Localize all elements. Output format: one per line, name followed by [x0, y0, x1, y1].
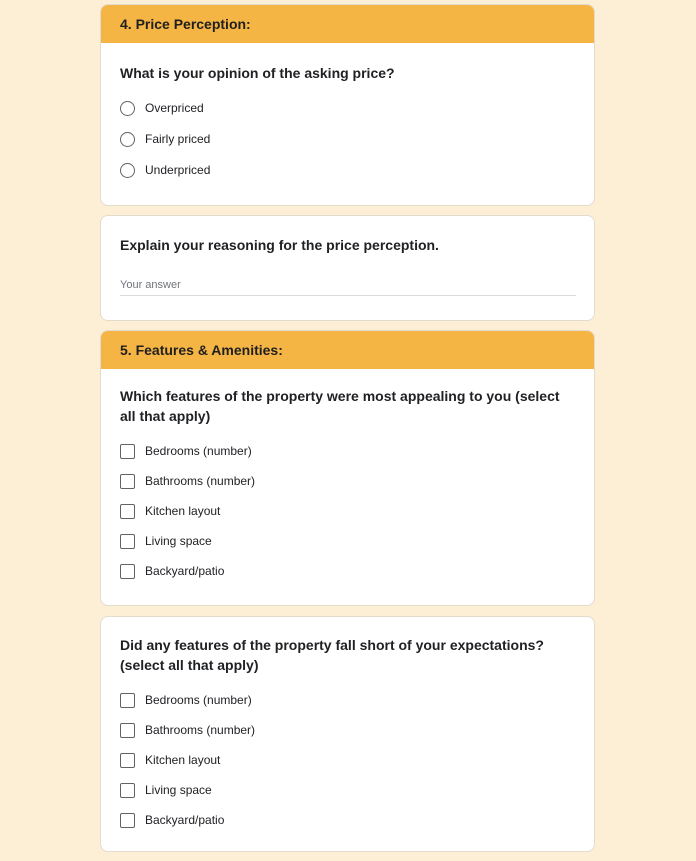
- features-appealing-card: [100, 330, 595, 606]
- checkbox[interactable]: [120, 813, 135, 828]
- checkbox[interactable]: [120, 474, 135, 489]
- checkbox[interactable]: [120, 564, 135, 579]
- option-label: Bathrooms (number): [145, 723, 256, 737]
- section-header-price-perception: 4. Price Perception:: [101, 5, 594, 43]
- option-label: Overpriced: [145, 101, 204, 115]
- option-label: Kitchen layout: [145, 504, 221, 518]
- checkbox[interactable]: [120, 534, 135, 549]
- checkbox-option-backyard-patio[interactable]: [101, 556, 594, 586]
- features-shortfall-card: [100, 616, 595, 852]
- option-label: Bedrooms (number): [145, 693, 252, 707]
- reasoning-question: Explain your reasoning for the price perception.: [120, 237, 439, 253]
- option-label: Backyard/patio: [145, 813, 225, 827]
- option-fairly-priced[interactable]: [101, 124, 594, 154]
- option-label: Backyard/patio: [145, 564, 225, 578]
- checkbox[interactable]: [120, 444, 135, 459]
- shortfall-features-question: Did any features of the property fall short of your expectations? (select all that apply): [120, 637, 544, 673]
- checkbox[interactable]: [120, 723, 135, 738]
- reasoning-answer-input[interactable]: [120, 275, 576, 296]
- checkbox[interactable]: [120, 783, 135, 798]
- checkbox[interactable]: [120, 693, 135, 708]
- option-label: Underpriced: [145, 163, 211, 177]
- price-perception-card: [100, 4, 595, 206]
- option-label: Fairly priced: [145, 132, 211, 146]
- checkbox-option-living-space[interactable]: [101, 775, 594, 805]
- checkbox-option-backyard-patio[interactable]: [101, 805, 594, 835]
- radio-button[interactable]: [120, 132, 135, 147]
- option-overpriced[interactable]: [101, 93, 594, 123]
- price-question: What is your opinion of the asking price?: [120, 65, 395, 81]
- checkbox-option-living-space[interactable]: [101, 526, 594, 556]
- section-header-features-amenities: 5. Features & Amenities:: [101, 331, 594, 369]
- checkbox-option-bathrooms[interactable]: [101, 715, 594, 745]
- checkbox[interactable]: [120, 504, 135, 519]
- option-label: Bathrooms (number): [145, 474, 256, 488]
- option-label: Kitchen layout: [145, 753, 221, 767]
- checkbox-option-kitchen-layout[interactable]: [101, 745, 594, 775]
- option-underpriced[interactable]: [101, 155, 594, 185]
- checkbox[interactable]: [120, 753, 135, 768]
- option-label: Living space: [145, 783, 212, 797]
- appealing-features-question: Which features of the property were most appealing to you (select all that apply): [120, 388, 560, 424]
- checkbox-option-kitchen-layout[interactable]: [101, 496, 594, 526]
- reasoning-card: [100, 215, 595, 321]
- radio-button[interactable]: [120, 163, 135, 178]
- checkbox-option-bedrooms[interactable]: [101, 685, 594, 715]
- option-label: Living space: [145, 534, 212, 548]
- option-label: Bedrooms (number): [145, 444, 252, 458]
- radio-button[interactable]: [120, 101, 135, 116]
- checkbox-option-bathrooms[interactable]: [101, 466, 594, 496]
- checkbox-option-bedrooms[interactable]: [101, 436, 594, 466]
